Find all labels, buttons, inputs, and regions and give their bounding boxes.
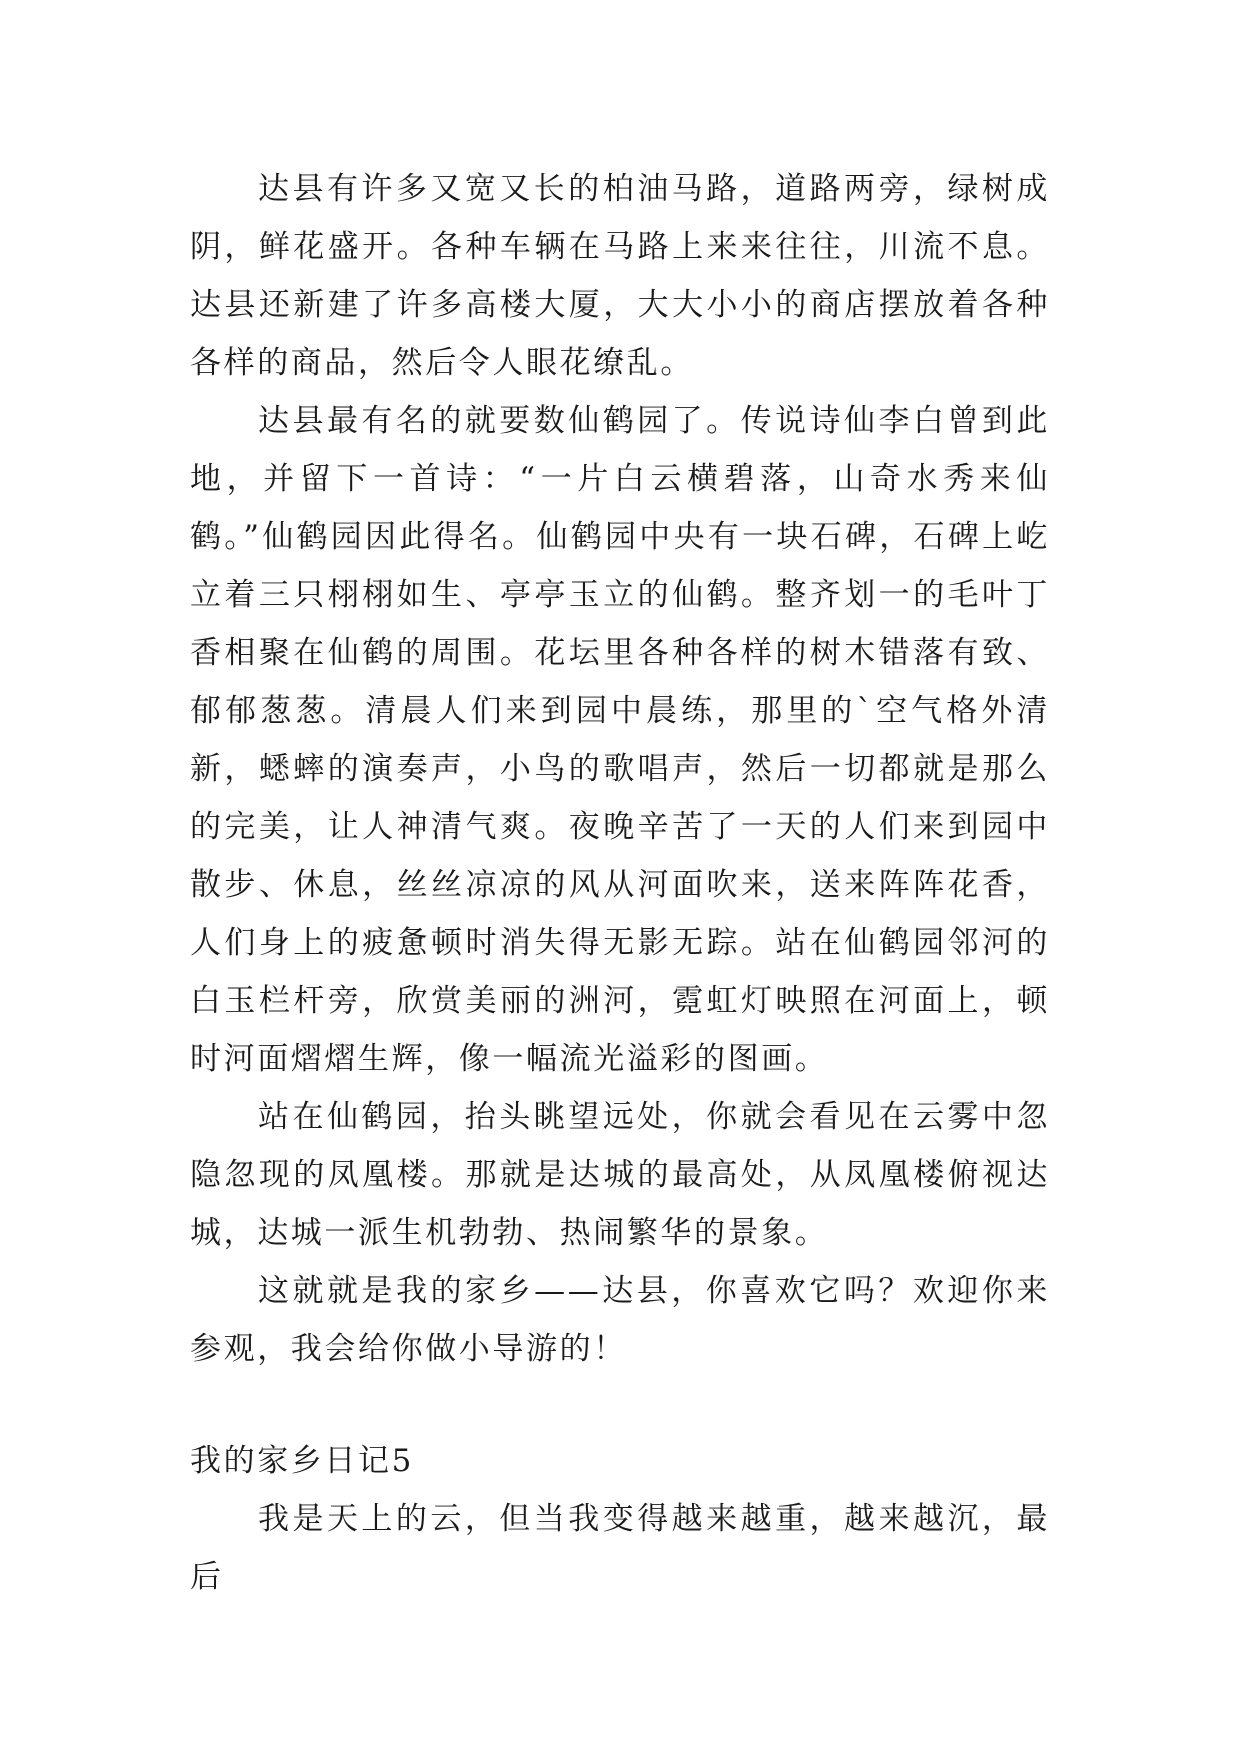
paragraph: 达县最有名的就要数仙鹤园了。传说诗仙李白曾到此地，并留下一首诗：“一片白云横碧落，山奇水秀来仙鹤。”仙鹤园因此得名。仙鹤园中央有一块石碑，石碑上屹立着三只栩栩如生、亭亭玉立的仙鹤。整齐划一的毛叶丁香相聚在仙鹤的周围。花坛里各种各样的树木错落有致、郁郁葱葱。清晨人们来到园中晨练，那里的`空气格外清新，蟋蟀的演奏声，小鸟的歌唱声，然后一切都就是那么的完美，让人神清气爽。夜晚辛苦了一天的人们来到园中散步、休息，丝丝凉凉的风从河面吹来，送来阵阵花香，人们身上的疲惫顿时消失得无影无踪。站在仙鹤园邻河的白玉栏杆旁，欣赏美丽的洲河，霓虹灯映照在河面上，顿时河面熠熠生辉，像一幅流光溢彩的图画。	[190, 403, 1050, 1077]
document-body	[190, 160, 1050, 1606]
section-title: 我的家乡日记5	[190, 1443, 414, 1479]
paragraph: 这就就是我的家乡——达县，你喜欢它吗？欢迎你来参观，我会给你做小导游的！	[190, 1273, 1050, 1367]
section-paragraph: 我是天上的云，但当我变得越来越重，越来越沉，最后	[190, 1501, 1050, 1595]
paragraph: 站在仙鹤园，抬头眺望远处，你就会看见在云雾中忽隐忽现的凤凰楼。那就是达城的最高处，从凤凰楼俯视达城，达城一派生机勃勃、热闹繁华的景象。	[190, 1099, 1050, 1251]
paragraph: 达县有许多又宽又长的柏油马路，道路两旁，绿树成阴，鲜花盛开。各种车辆在马路上来来往往，川流不息。达县还新建了许多高楼大厦，大大小小的商店摆放着各种各样的商品，然后令人眼花缭乱。	[190, 171, 1050, 381]
